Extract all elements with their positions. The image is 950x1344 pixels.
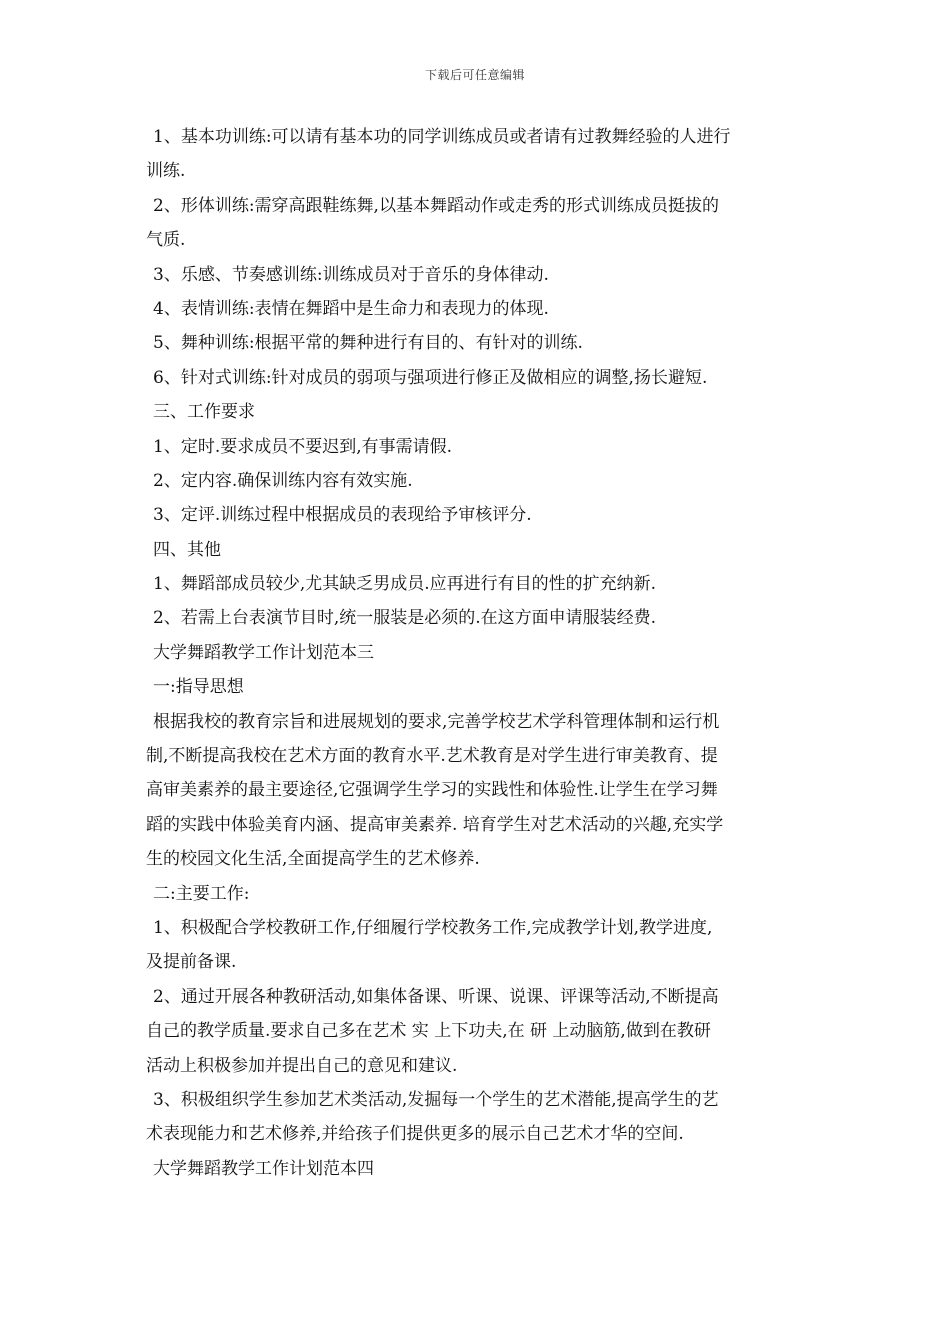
text-line: 大学舞蹈教学工作计划范本三 xyxy=(153,642,374,663)
page-header: 下载后可任意编辑 xyxy=(424,68,525,82)
document-body xyxy=(146,120,810,1186)
text-line: 蹈的实践中体验美育内涵、提高审美素养. 培育学生对艺术活动的兴趣,充实学 xyxy=(146,814,724,835)
text-line: 一:指导思想 xyxy=(153,677,244,698)
text-line: 2、定内容.确保训练内容有效实施. xyxy=(153,470,413,491)
text-line: 根据我校的教育宗旨和进展规划的要求,完善学校艺术学科管理体制和运行机 xyxy=(153,711,720,732)
text-line: 高审美素养的最主要途径,它强调学生学习的实践性和体验性.让学生在学习舞 xyxy=(146,780,718,801)
text-line: 2、形体训练:需穿高跟鞋练舞,以基本舞蹈动作或走秀的形式训练成员挺拔的 xyxy=(153,195,719,216)
text-line: 1、基本功训练:可以请有基本功的同学训练成员或者请有过教舞经验的人进行 xyxy=(153,127,731,147)
text-line: 二:主要工作: xyxy=(153,883,250,904)
text-line: 三、工作要求 xyxy=(153,402,255,423)
text-line: 训练. xyxy=(146,161,186,182)
text-line: 1、舞蹈部成员较少,尤其缺乏男成员.应再进行有目的性的扩充纳新. xyxy=(153,574,657,595)
text-line: 1、定时.要求成员不要迟到,有事需请假. xyxy=(153,436,453,457)
text-line: 气质. xyxy=(146,230,186,251)
text-line: 1、积极配合学校教研工作,仔细履行学校教务工作,完成教学计划,教学进度, xyxy=(153,917,713,938)
text-line: 生的校园文化生活,全面提高学生的艺术修养. xyxy=(146,849,480,870)
text-line: 3、积极组织学生参加艺术类活动,发掘每一个学生的艺术潜能,提高学生的艺 xyxy=(153,1089,719,1110)
text-line: 及提前备课. xyxy=(146,952,237,973)
text-line: 3、乐感、节奏感训练:训练成员对于音乐的身体律动. xyxy=(153,264,549,285)
text-line: 制,不断提高我校在艺术方面的教育水平.艺术教育是对学生进行审美教育、提 xyxy=(146,746,718,767)
text-line: 3、定评.训练过程中根据成员的表现给予审核评分. xyxy=(153,505,532,526)
text-line: 术表现能力和艺术修养,并给孩子们提供更多的展示自己艺术才华的空间. xyxy=(146,1124,684,1145)
text-line: 2、若需上台表演节目时,统一服装是必须的.在这方面申请服装经费. xyxy=(153,608,657,629)
text-line: 活动上积极参加并提出自己的意见和建议. xyxy=(146,1055,458,1076)
text-line: 4、表情训练:表情在舞蹈中是生命力和表现力的体现. xyxy=(153,298,549,319)
text-line: 5、舞种训练:根据平常的舞种进行有目的、有针对的训练. xyxy=(153,333,583,354)
text-line: 6、针对式训练:针对成员的弱项与强项进行修正及做相应的调整,扬长避短. xyxy=(153,367,708,388)
text-line: 大学舞蹈教学工作计划范本四 xyxy=(153,1158,374,1179)
text-line: 自己的教学质量.要求自己多在艺术 实 上下功夫,在 研 上动脑筋,做到在教研 xyxy=(146,1021,711,1042)
text-line: 四、其他 xyxy=(153,539,221,560)
text-line: 2、通过开展各种教研活动,如集体备课、听课、说课、评课等活动,不断提高 xyxy=(153,986,719,1007)
